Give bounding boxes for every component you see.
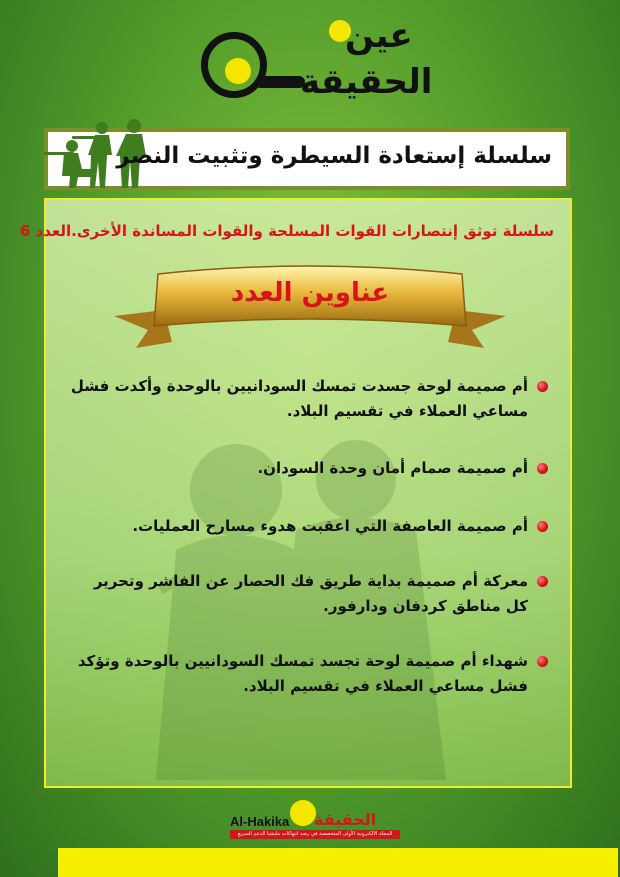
issue-subtitle: سلسلة توثق إنتصارات القوات المسلحة والقوات المساندة الأخرى.العدد 6 (19, 222, 554, 240)
series-title: سلسلة إستعادة السيطرة وتثبيت النصر (116, 143, 552, 169)
title-banner (44, 128, 570, 190)
bottom-yellow-bar (58, 848, 618, 877)
logo-word-ain: عين (345, 16, 413, 56)
red-bullet-icon (537, 656, 548, 667)
headline-text: أم صميمة صمام أمان وحدة السودان. (257, 459, 528, 477)
headline-text: معركة أم صميمة بداية طريق فك الحصار عن الفاشر وتحرير كل مناطق كردفان ودارفور. (93, 572, 528, 615)
title-banner-inner (48, 132, 566, 186)
logo-bar (255, 76, 305, 88)
content-panel (19, 198, 572, 788)
logo-eye-pupil (225, 58, 251, 84)
footer-brand (230, 800, 400, 840)
red-bullet-icon (537, 521, 548, 532)
headline-text: أم صميمة العاصفة التي اعقبت هدوء مسارح العمليات. (132, 517, 528, 535)
list-item (68, 514, 548, 539)
list-item (68, 374, 548, 424)
red-bullet-icon (537, 463, 548, 474)
headlines-ribbon (114, 264, 506, 356)
headlines-list (68, 374, 548, 699)
list-item (68, 456, 548, 481)
list-item (68, 569, 548, 619)
list-item (68, 649, 548, 699)
headline-text: أم صميمة لوحة جسدت تمسك السودانيين بالوحدة وأكدت فشل مساعي العملاء في تقسيم البلاد. (70, 377, 528, 420)
headline-text: شهداء أم صميمة لوحة تجسد تمسك السودانيين بالوحدة وتؤكد فشل مساعي العملاء في تقسيم البلاد. (77, 652, 528, 695)
brand-logo (195, 14, 435, 114)
red-bullet-icon (537, 576, 548, 587)
red-bullet-icon (537, 381, 548, 392)
footer-tagline: المجلة الالكترونية الأولى المتخصصة في رصد انتهاكات مليشيا الدعم السريع (230, 830, 400, 839)
footer-brand-en: Al-Hakika (230, 814, 290, 829)
footer-logo-dot (290, 800, 316, 826)
logo-word-alhakika: الحقيقة (300, 62, 433, 102)
footer-brand-ar: الحقيقة (314, 810, 377, 829)
ribbon-title: عناوين العدد (230, 278, 390, 308)
